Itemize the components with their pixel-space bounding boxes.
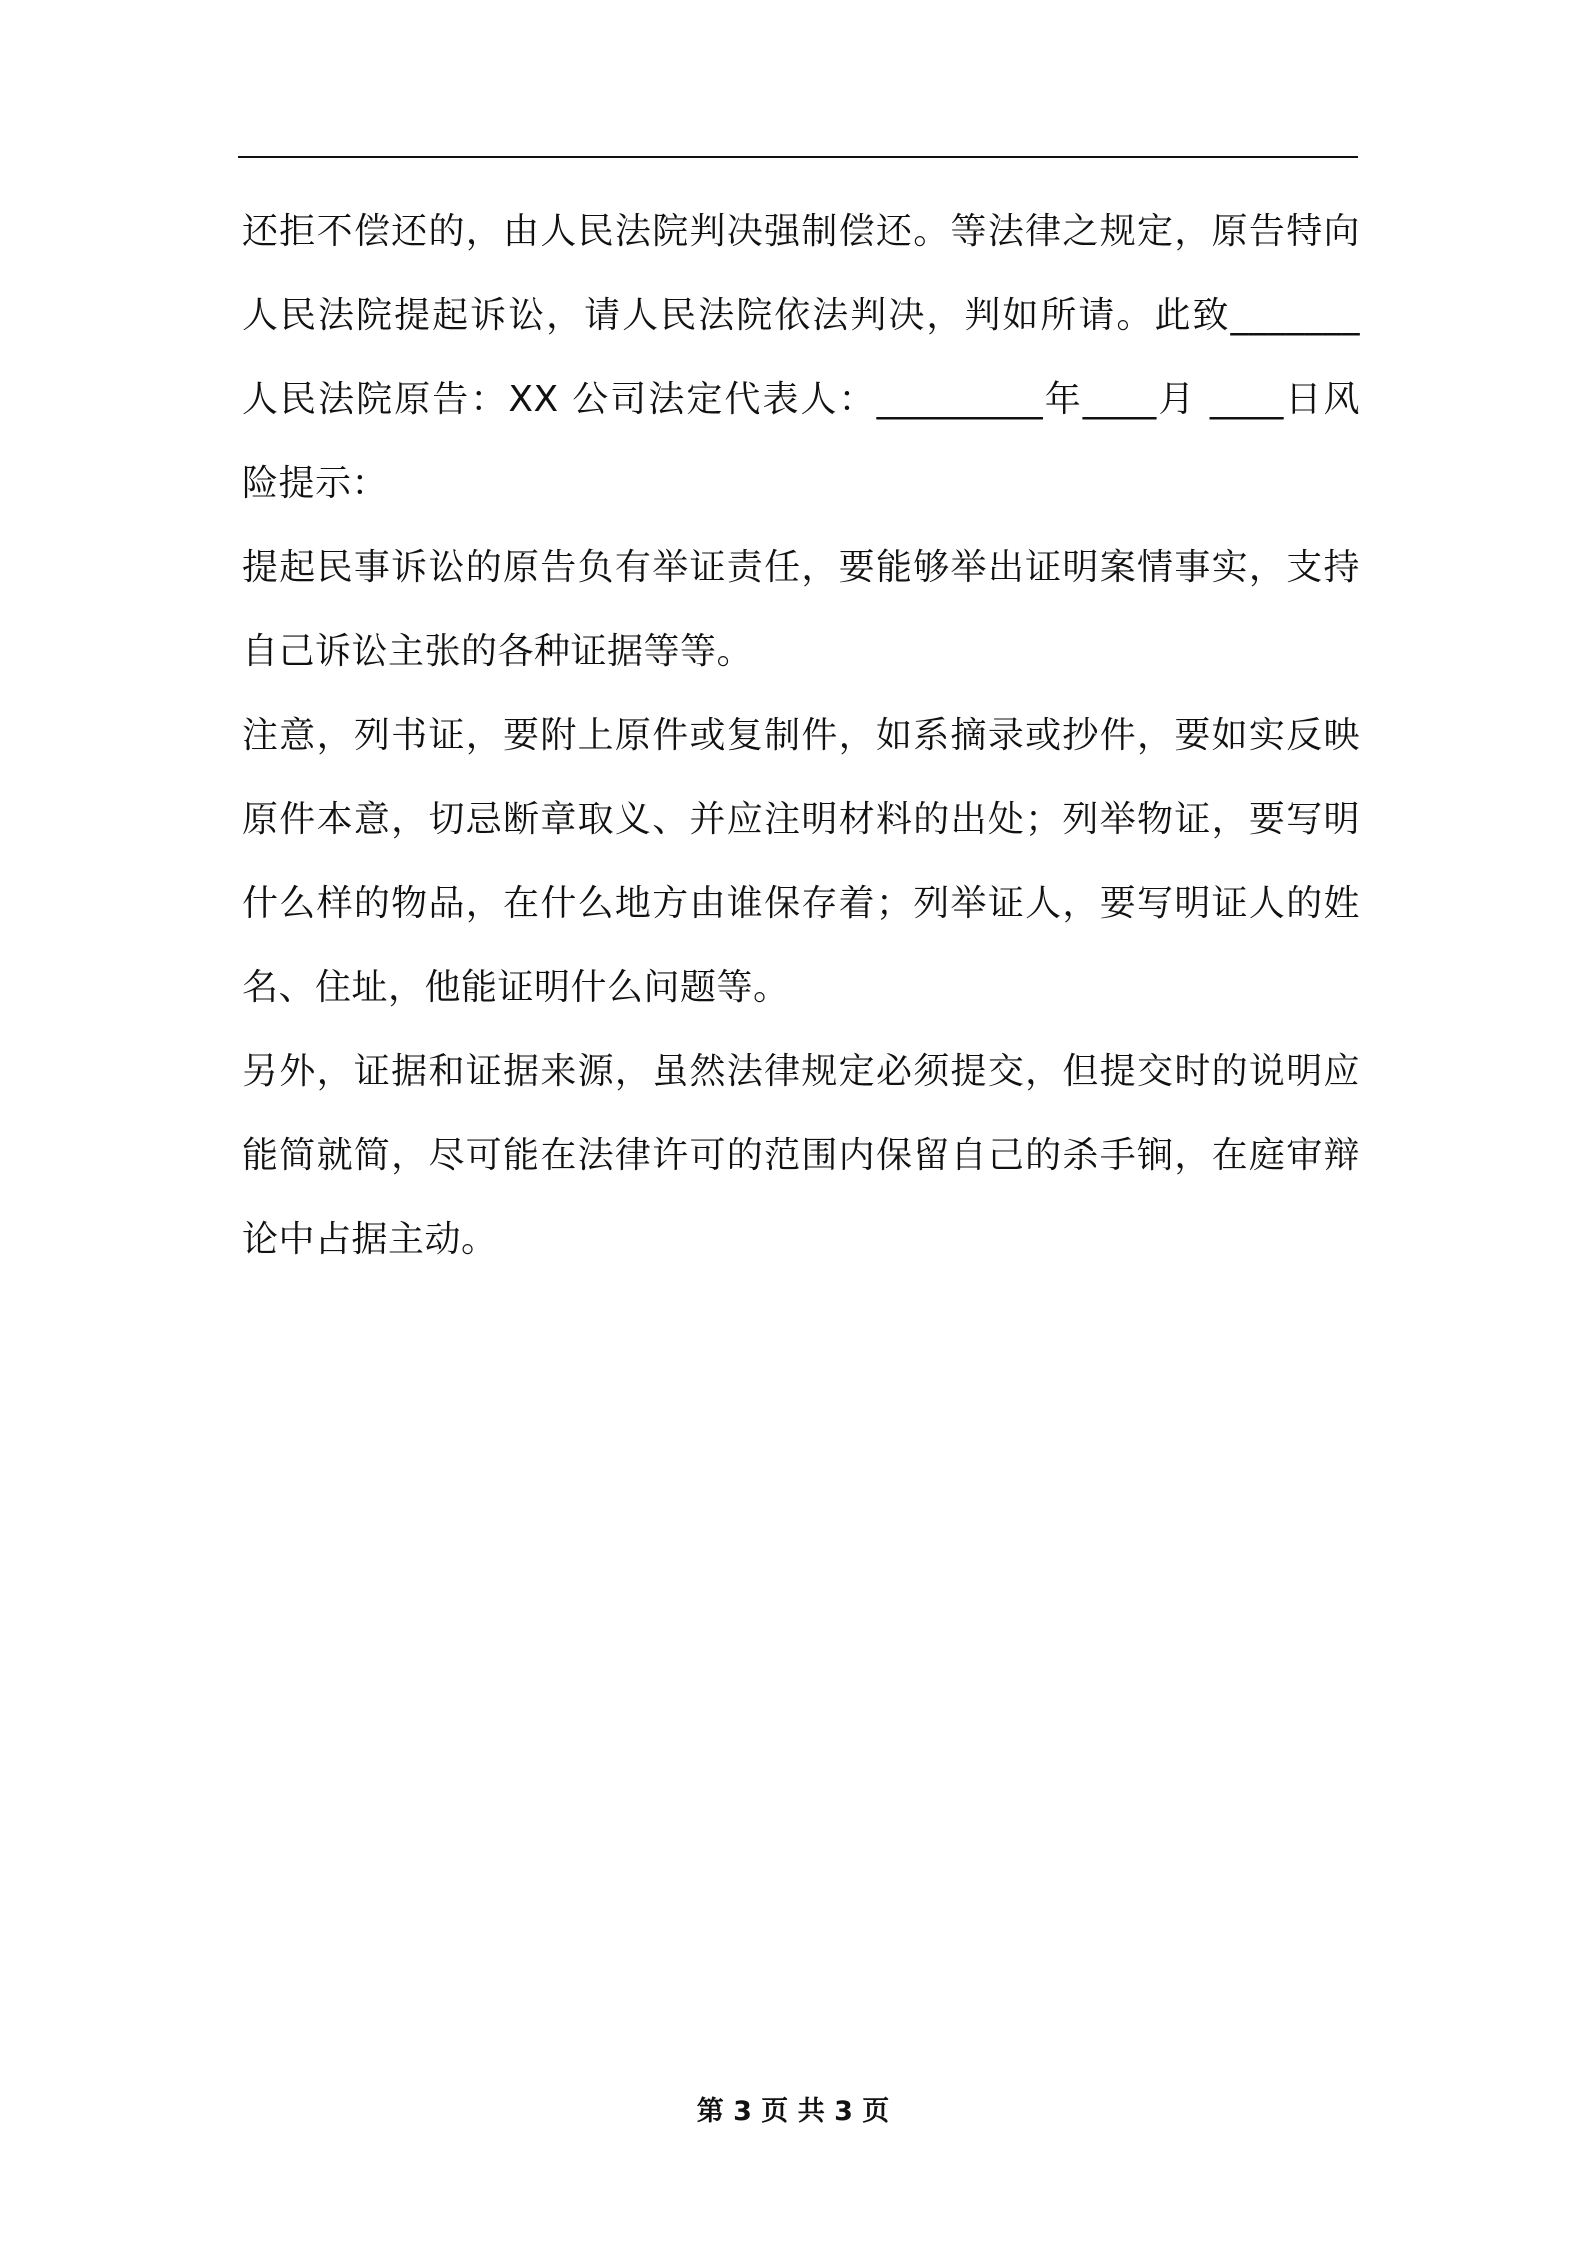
- page-number-footer: 第 3 页 共 3 页: [696, 2096, 890, 2127]
- header-rule: [238, 156, 1358, 158]
- text-line-10: 名、住址，他能证明什么问题等。: [242, 967, 790, 1008]
- text-line-13: 论中占据主动。: [242, 1219, 498, 1260]
- document-body: [242, 190, 1360, 1282]
- text-line-2: 人民法院提起诉讼，请人民法院依法判决，判如所请。此致_______: [242, 295, 1360, 336]
- text-line-8: 原件本意，切忌断章取义、并应注明材料的出处；列举物证，要写明: [242, 799, 1360, 840]
- text-line-3: 人民法院原告：XX 公司法定代表人：_________年____月 ____日风: [242, 379, 1360, 420]
- text-line-11: 另外，证据和证据来源，虽然法律规定必须提交，但提交时的说明应: [242, 1051, 1360, 1092]
- text-line-6: 自己诉讼主张的各种证据等等。: [242, 631, 754, 672]
- text-line-5: 提起民事诉讼的原告负有举证责任，要能够举出证明案情事实，支持: [242, 547, 1360, 588]
- text-line-9: 什么样的物品，在什么地方由谁保存着；列举证人，要写明证人的姓: [242, 883, 1360, 924]
- text-line-7: 注意，列书证，要附上原件或复制件，如系摘录或抄件，要如实反映: [242, 715, 1360, 756]
- text-line-1: 还拒不偿还的，由人民法院判决强制偿还。等法律之规定，原告特向: [242, 211, 1360, 252]
- text-line-12: 能简就简，尽可能在法律许可的范围内保留自己的杀手锏，在庭审辩: [242, 1135, 1360, 1176]
- text-line-4: 险提示：: [242, 463, 389, 504]
